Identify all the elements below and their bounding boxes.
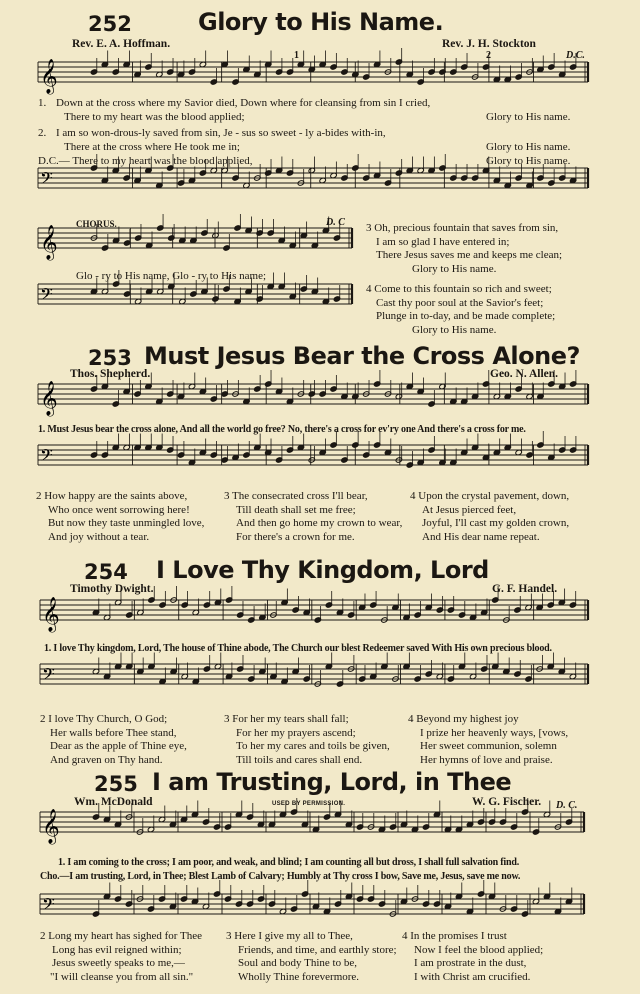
hymn-title: I am Trusting, Lord, in Thee xyxy=(152,768,512,796)
chorus: Cho.—I am trusting, Lord, in Thee; Blest Lamb of Calvary; Humbly at Thy cross I bow, Save me, Jesus, save me now. xyxy=(40,871,521,882)
verse-line: There at the cross where He took me in; xyxy=(64,141,240,153)
hymn-title: Must Jesus Bear the Cross Alone? xyxy=(144,342,580,370)
staff-t-0 xyxy=(38,59,588,95)
verse-3: 3 Here I give my all to Thee, Friends, and time, and earthly store; Soul and body Thine to be, Wholly Thine forevermore. xyxy=(226,930,397,983)
refrain: Glory to His name. xyxy=(486,155,571,167)
bass-clef-icon: 𝄢 xyxy=(42,894,55,918)
bass-clef-icon: 𝄢 xyxy=(40,445,53,469)
composer: G. F. Handel. xyxy=(492,583,558,595)
hymn-number: 252 xyxy=(88,12,132,36)
hymn-title: I Love Thy Kingdom, Lord xyxy=(156,556,489,584)
composer: Rev. J. H. Stockton xyxy=(442,38,536,50)
verse-4: 4 Upon the crystal pavement, down, At Jesus pierced feet, Joyful, I'll cast my golden crown, And His dear name repeat. xyxy=(410,490,570,543)
ending-mark-2: 2 xyxy=(486,50,491,61)
ending-mark-1: 1 xyxy=(294,50,299,61)
treble-clef-icon: 𝄞 xyxy=(42,809,60,844)
verse-2: 2 How happy are the saints above, Who once went sorrowing here! But now they taste unmingled love, And joy without a tear. xyxy=(36,490,205,543)
verse-2: 2 I love Thy Church, O God; Her walls before Thee stand, Dear as the apple of Thine eye, And graven on Thy hand. xyxy=(40,713,187,766)
composer: Geo. N. Allen. xyxy=(490,368,559,380)
staff-b-9 xyxy=(40,894,584,918)
verse-4: 4 In the promises I trust Now I feel the blood applied; I am prostrate in the dust, I with Christ am crucified. xyxy=(402,930,544,983)
verse-number: 2. xyxy=(38,127,47,139)
dc-mark: D.C. xyxy=(566,50,585,61)
lyricist: Timothy Dwight. xyxy=(70,583,154,595)
staff-b-1 xyxy=(38,168,588,192)
refrain: Glory to His name. xyxy=(486,141,571,153)
bass-clef-icon: 𝄢 xyxy=(40,284,53,308)
verse-line: I am so won-drous-ly saved from sin, Je - sus so sweet - ly a-bides with-in, xyxy=(56,127,386,139)
verse-1: 1. I am coming to the cross; I am poor, and weak, and blind; I am counting all but dross, I shall full salvation find. xyxy=(58,857,520,868)
lyricist: Wm. McDonald xyxy=(74,796,153,808)
verse-3: 3 Oh, precious fountain that saves from sin, I am so glad I have entered in; There Jesus saves me and keeps me clean; Glory to His name. xyxy=(366,222,563,275)
verse-4: 4 Beyond my highest joy I prize her heavenly ways, [vows, Her sweet communion, solemn Her hymns of love and praise. xyxy=(408,713,569,766)
staff-b-7 xyxy=(40,664,588,688)
dc-line: D.C.— There to my heart was the blood applied, xyxy=(38,155,253,167)
verse-4: 4 Come to this fountain so rich and sweet; Cast thy poor soul at the Savior's feet; Plunge in to-day, and be made complete; Glory to His name. xyxy=(366,283,556,336)
composer: W. G. Fischer. xyxy=(472,796,542,808)
lyricist: Rev. E. A. Hoffman. xyxy=(72,38,171,50)
bass-clef-icon: 𝄢 xyxy=(40,168,53,192)
treble-clef-icon: 𝄞 xyxy=(40,59,58,94)
staff-t-2 xyxy=(38,225,352,261)
verse-line: There to my heart was the blood applied; xyxy=(64,111,245,123)
chorus-label: CHORUS. xyxy=(76,219,117,229)
hymn-number: 254 xyxy=(84,560,128,584)
hymn-number: 255 xyxy=(94,772,138,796)
lyricist: Thos. Shepherd. xyxy=(70,368,151,380)
verse-1: 1. I love Thy kingdom, Lord, The house of Thine abode, The Church our blest Redeemer saved With His own precious blood. xyxy=(44,643,552,654)
used-by-permission: USED BY PERMISSION. xyxy=(272,801,346,807)
treble-clef-icon: 𝄞 xyxy=(40,225,58,260)
staff-t-6 xyxy=(40,597,588,633)
verse-2: 2 Long my heart has sighed for Thee Long has evil reigned within; Jesus sweetly speaks to me,— "I will cleanse you from all sin." xyxy=(40,930,203,983)
chorus-dc: D. C xyxy=(326,217,345,228)
refrain: Glory to His name. xyxy=(486,111,571,123)
verse-3: 3 For her my tears shall fall; For her my prayers ascend; To her my cares and toils be given, Till toils and cares shall end. xyxy=(224,713,390,766)
bass-clef-icon: 𝄢 xyxy=(42,664,55,688)
treble-clef-icon: 𝄞 xyxy=(42,597,60,632)
verse-1: 1. Must Jesus bear the cross alone, And all the world go free? No, there's a cross for ev'ry one And there's a cross for me. xyxy=(38,424,526,435)
verse-3: 3 The consecrated cross I'll bear, Till death shall set me free; And then go home my crown to wear, For there's a crown for me. xyxy=(224,490,403,543)
staff-t-8 xyxy=(40,809,584,845)
verse-number: 1. xyxy=(38,97,47,109)
hymn-number: 253 xyxy=(88,346,132,370)
dc-mark: D. C. xyxy=(556,800,578,811)
verse-line: Down at the cross where my Savior died, Down where for cleansing from sin I cried, xyxy=(56,97,431,109)
chorus-lyric: Glo - ry to His name, Glo - ry to His name; xyxy=(76,270,267,282)
hymn-title: Glory to His Name. xyxy=(198,8,444,36)
treble-clef-icon: 𝄞 xyxy=(40,381,58,416)
